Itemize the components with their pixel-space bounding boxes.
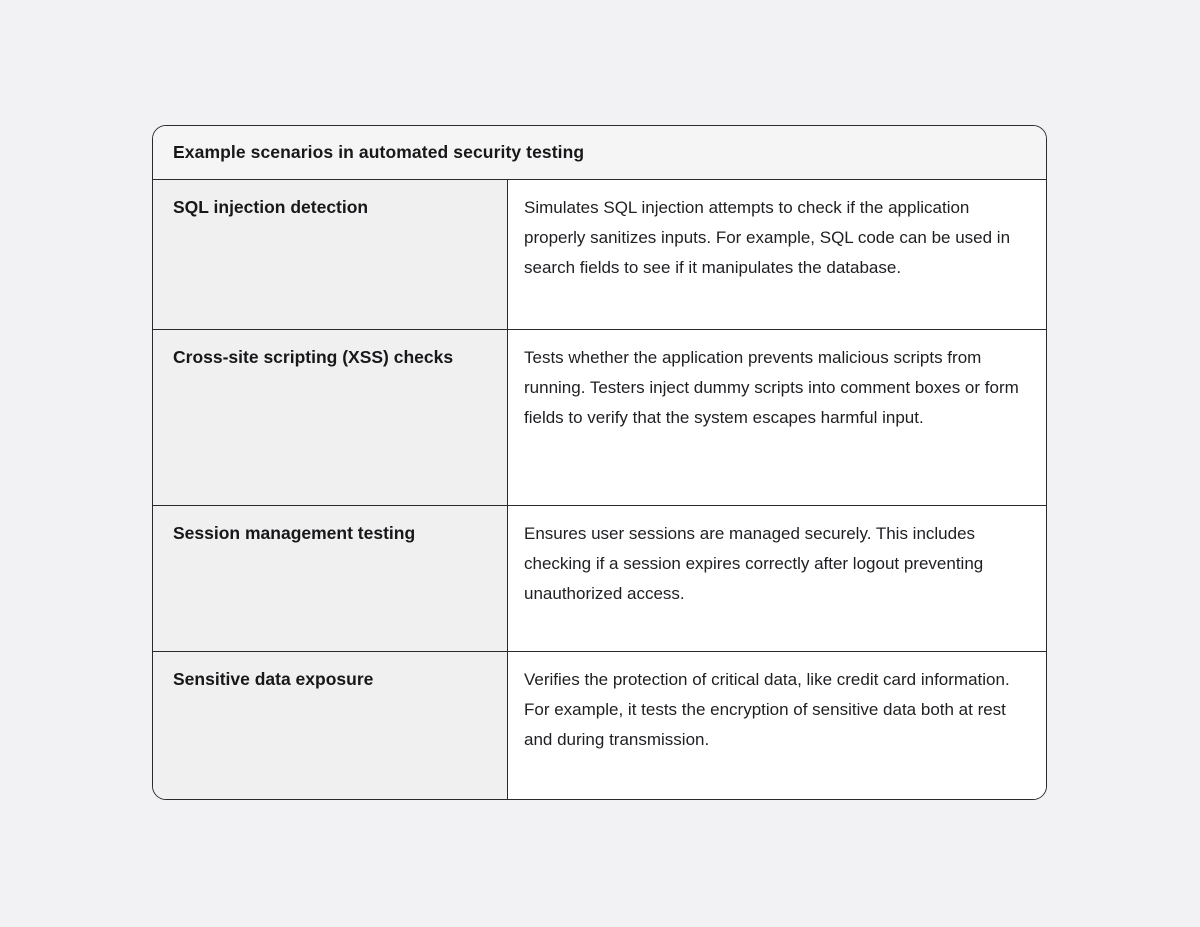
scenario-term-xss-checks: Cross-site scripting (XSS) checks (153, 330, 508, 506)
table-title: Example scenarios in automated security testing (173, 142, 585, 162)
scenario-description-sql-injection: Simulates SQL injection attempts to check if the application properly sanitizes inputs. For example, SQL code can be used in search fields to see if it manipulates the database. (508, 180, 1047, 330)
security-testing-table (152, 125, 1047, 800)
table-header-row (153, 126, 1047, 180)
scenario-term-session-management: Session management testing (153, 506, 508, 652)
scenario-term-sql-injection: SQL injection detection (153, 180, 508, 330)
scenario-description-xss-checks: Tests whether the application prevents malicious scripts from running. Testers inject dummy scripts into comment boxes or form fields to verify that the system escapes harmful input. (508, 330, 1047, 506)
scenario-description-sensitive-data: Verifies the protection of critical data, like credit card information. For example, it tests the encryption of sensitive data both at rest and during transmission. (508, 652, 1047, 800)
scenario-term-sensitive-data: Sensitive data exposure (153, 652, 508, 800)
scenario-description-session-management: Ensures user sessions are managed securely. This includes checking if a session expires correctly after logout preventing unauthorized access. (508, 506, 1047, 652)
